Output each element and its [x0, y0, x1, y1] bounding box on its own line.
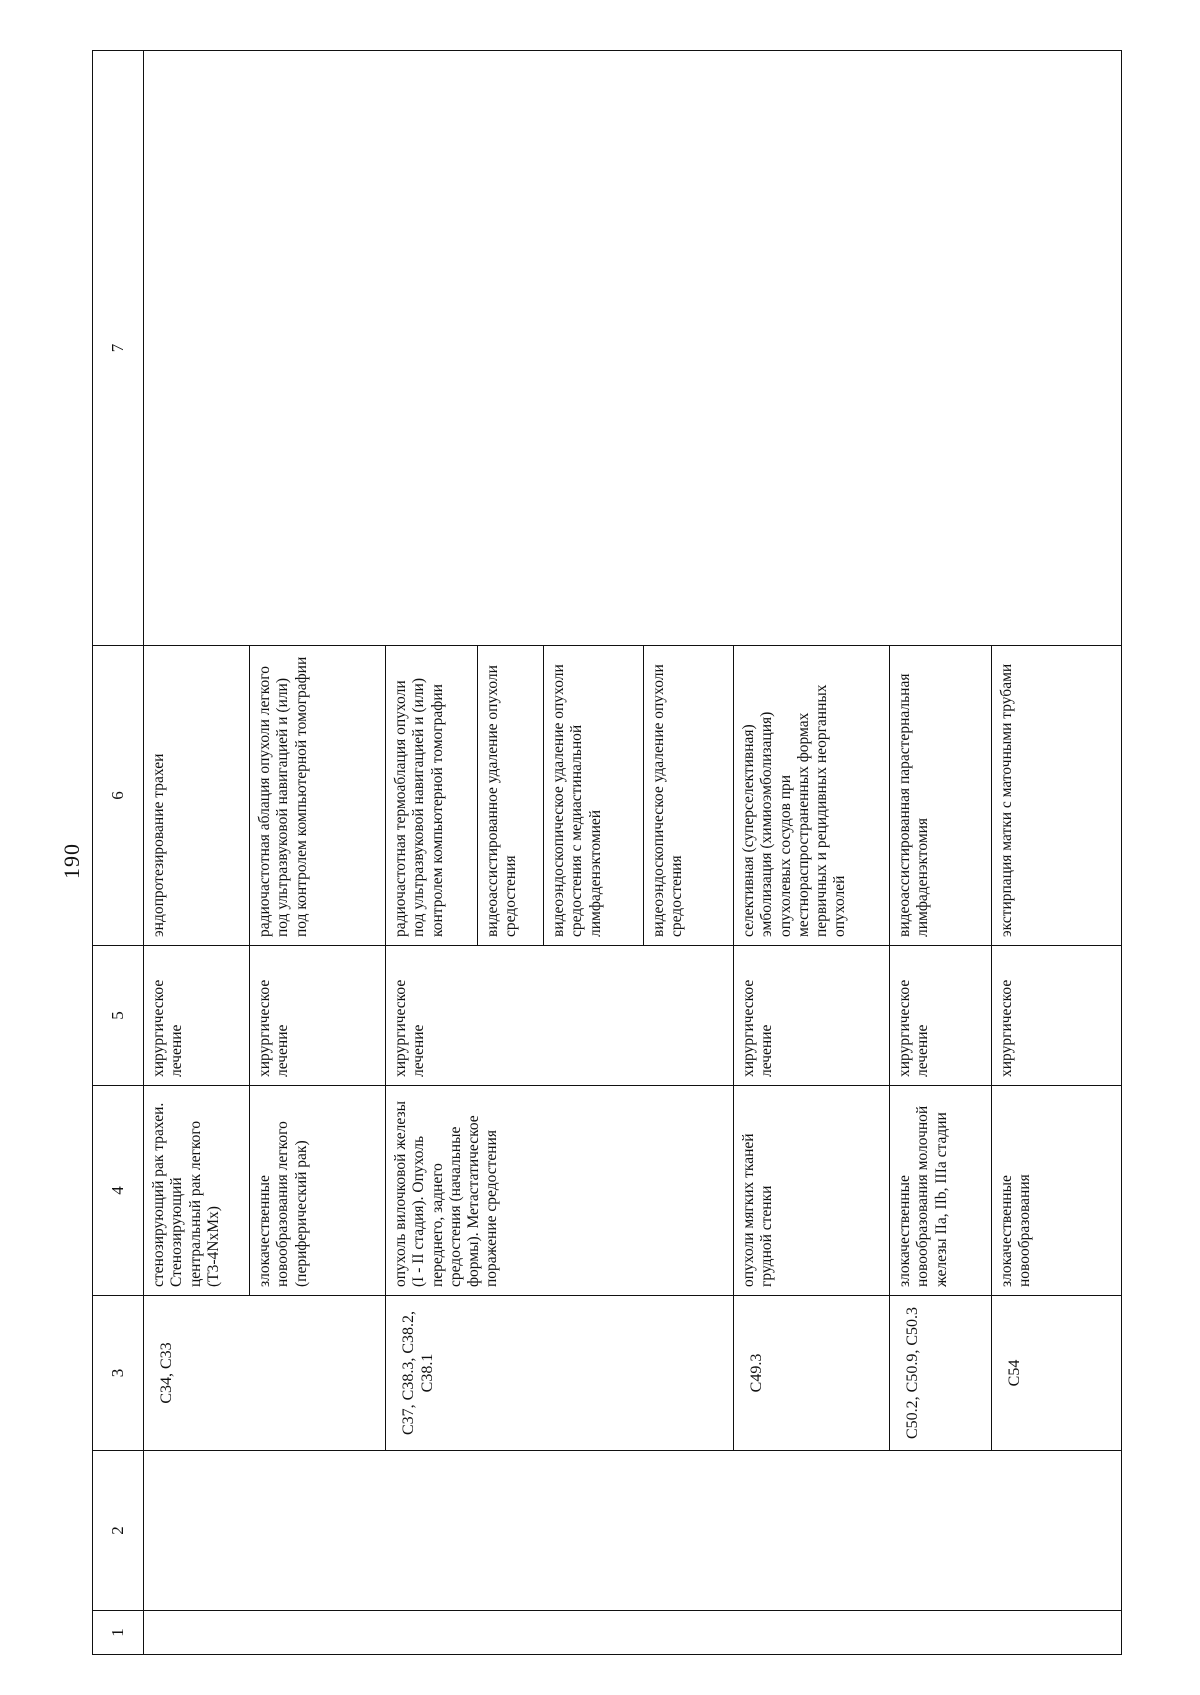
- icd-code-cell: [250, 1296, 386, 1451]
- column-number-3: 3: [93, 1296, 144, 1451]
- method-cell: видеоассистированное удаление опухоли средостения: [478, 646, 544, 946]
- diagnosis-cell: опухоли мягких тканей грудной стенки: [734, 1086, 890, 1296]
- icd-code-cell: C37, C38.3, C38.2, C38.1: [386, 1296, 734, 1451]
- method-cell: видеоэндоскопическое удаление опухоли средостения с медиастинальной лимфаденэктомией: [544, 646, 644, 946]
- procedures-table: [92, 50, 1122, 1655]
- method-cell: радиочастотная аблация опухоли легкого под ультразвуковой навигацией и (или) под контролем компьютерной томографии: [250, 646, 386, 946]
- diagnosis-cell: стенозирующий рак трахеи. Стенозирующий центральный рак легкого (T3-4NxMx): [144, 1086, 250, 1296]
- diagnosis-cell: злокачественные новообразования: [992, 1086, 1122, 1296]
- treatment-cell: хирургическое лечение: [386, 946, 734, 1086]
- treatment-cell: хирургическое лечение: [250, 946, 386, 1086]
- diagnosis-cell: злокачественные новообразования легкого (периферический рак): [250, 1086, 386, 1296]
- page-number: 190: [59, 843, 84, 879]
- column-1-cell: [144, 1611, 1122, 1655]
- column-7-cell: [144, 51, 1122, 646]
- method-cell: видеоэндоскопическое удаление опухоли средостения: [644, 646, 734, 946]
- method-cell: видеоассистированная парастернальная лимфаденэктомия: [890, 646, 992, 946]
- icd-code-cell: C34, C33: [144, 1296, 250, 1451]
- diagnosis-cell: злокачественные новообразования молочной железы IIa, IIb, IIIa стадии: [890, 1086, 992, 1296]
- method-cell: радиочастотная термоаблация опухоли под ультразвуковой навигацией и (или) контролем компьютерной томографии: [386, 646, 478, 946]
- column-number-2: 2: [93, 1451, 144, 1611]
- table-row: [144, 51, 250, 1655]
- treatment-cell: хирургическое: [992, 946, 1122, 1086]
- method-cell: селективная (суперселективная) эмболизация (химиоэмболизация) опухолевых сосудов при местнораспространенных формах первичных и рецидивных неорганных опухолей: [734, 646, 890, 946]
- column-number-5: 5: [93, 946, 144, 1086]
- treatment-cell: хирургическое лечение: [890, 946, 992, 1086]
- column-number-6: 6: [93, 646, 144, 946]
- column-number-4: 4: [93, 1086, 144, 1296]
- method-cell: экстирпация матки с маточными трубами: [992, 646, 1122, 946]
- rotated-table-container: [92, 50, 1122, 1655]
- treatment-cell: хирургическое лечение: [734, 946, 890, 1086]
- treatment-cell: хирургическое лечение: [144, 946, 250, 1086]
- method-cell: эндопротезирование трахеи: [144, 646, 250, 946]
- column-2-cell: [144, 1451, 1122, 1611]
- column-number-row: [93, 51, 144, 1655]
- diagnosis-cell: опухоль вилочковой железы (I - II стадия). Опухоль переднего, заднего средостения (начальные формы). Метастатическое поражение средостения: [386, 1086, 734, 1296]
- column-number-7: 7: [93, 51, 144, 646]
- icd-code-cell: C54: [992, 1296, 1122, 1451]
- column-number-1: 1: [93, 1611, 144, 1655]
- icd-code-cell: C50.2, C50.9, C50.3: [890, 1296, 992, 1451]
- icd-code-cell: C49.3: [734, 1296, 890, 1451]
